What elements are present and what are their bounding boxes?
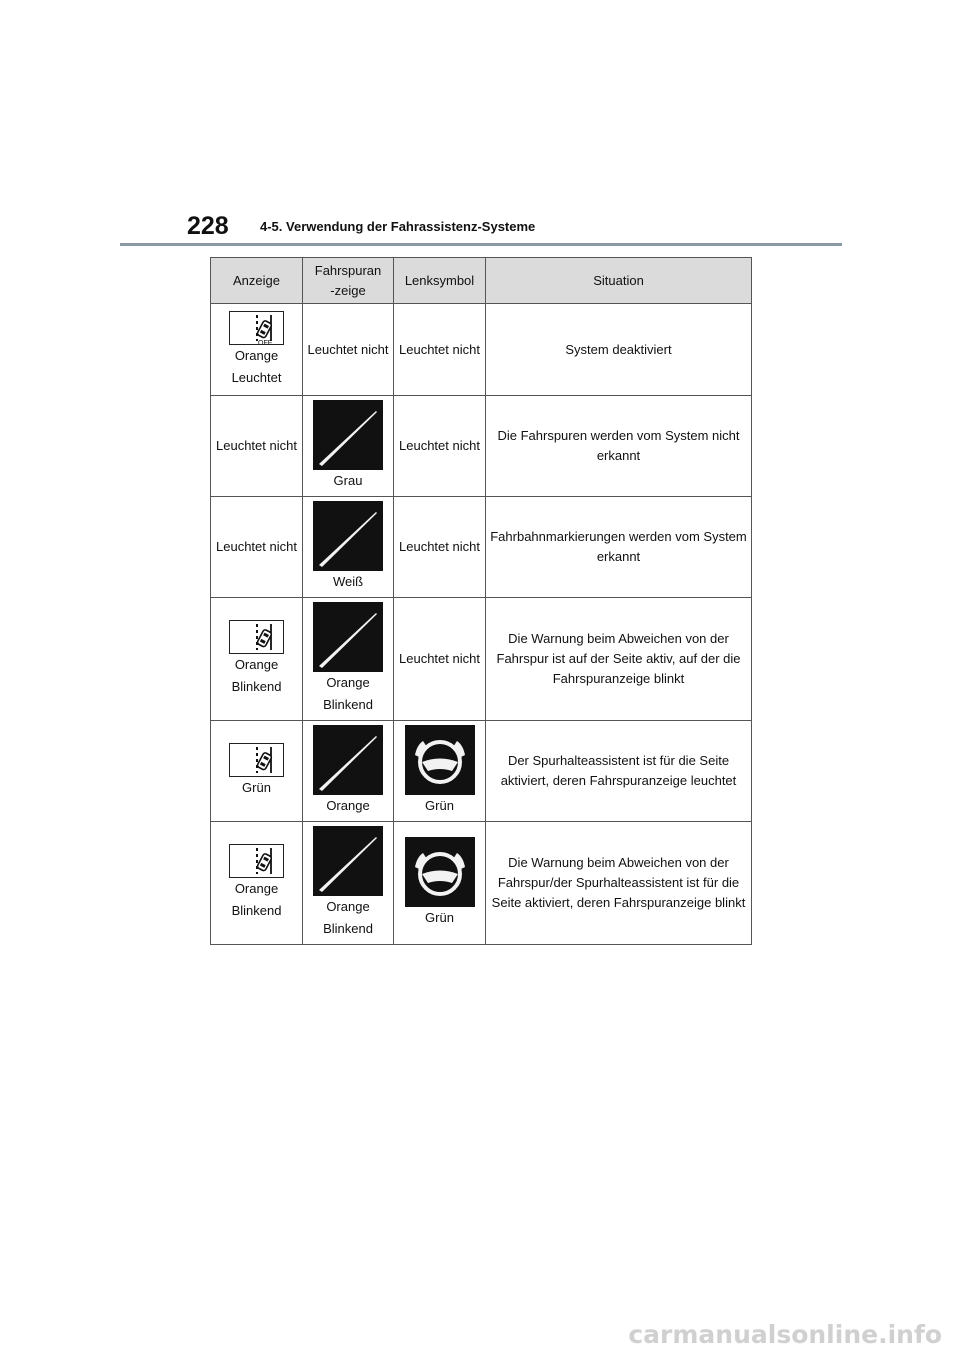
table-row <box>211 304 752 396</box>
cell-content <box>394 339 485 361</box>
cell-caption: Blinkend <box>231 903 282 918</box>
cell-content <box>394 435 485 457</box>
cell-caption: Leuchtet nicht <box>399 341 480 357</box>
lane-departure-icon <box>229 620 284 654</box>
table-cell-situation: Fahrbahnmarkierungen werden vom System erkannt <box>486 497 752 598</box>
table-cell-anzeige <box>211 822 303 945</box>
table-cell-fahrspur <box>303 822 394 945</box>
cell-caption: Leuchtet nicht <box>399 651 480 666</box>
cell-caption: Grau <box>333 473 363 488</box>
cell-content <box>211 743 302 799</box>
table-cell-situation: System deaktiviert <box>486 304 752 396</box>
cell-content <box>303 602 393 716</box>
cell-content <box>394 725 485 817</box>
table-cell-anzeige <box>211 497 303 598</box>
lane-departure-icon <box>229 844 284 878</box>
lane-line-icon <box>313 826 383 896</box>
table-cell-lenk <box>394 721 486 822</box>
table-cell-lenk <box>394 598 486 721</box>
table-cell-lenk <box>394 304 486 396</box>
cell-caption: Orange <box>234 657 279 672</box>
cell-content <box>211 620 302 698</box>
table-cell-fahrspur <box>303 396 394 497</box>
cell-caption: Weiß <box>332 574 364 589</box>
table-row <box>211 721 752 822</box>
cell-content <box>211 435 302 457</box>
cell-caption: Leuchtet <box>231 369 282 385</box>
cell-caption: Orange <box>234 347 279 363</box>
cell-caption: Orange <box>326 675 370 690</box>
cell-content <box>211 311 302 389</box>
cell-caption: Leuchtet nicht <box>399 539 480 554</box>
header-divider <box>120 243 842 246</box>
cell-caption: Leuchtet nicht <box>216 539 297 554</box>
table-header-row <box>211 258 752 304</box>
cell-caption: Leuchtet nicht <box>216 438 297 453</box>
table-cell-fahrspur <box>303 721 394 822</box>
cell-caption: Orange <box>326 798 370 813</box>
table-cell-lenk <box>394 497 486 598</box>
column-header-anzeige: Anzeige <box>211 258 303 304</box>
table-cell-fahrspur <box>303 497 394 598</box>
cell-caption: Orange <box>234 881 279 896</box>
column-header-fahrspuranzeige-label: Fahrspuran-zeige <box>314 262 382 298</box>
cell-caption: Blinkend <box>323 697 373 712</box>
indicator-table <box>210 257 752 945</box>
table-cell-anzeige <box>211 396 303 497</box>
table-row <box>211 497 752 598</box>
cell-caption: Orange <box>326 899 370 914</box>
cell-content <box>211 844 302 922</box>
steering-hands-icon <box>405 725 475 795</box>
page-header <box>0 0 960 260</box>
cell-content <box>303 725 393 817</box>
steering-hands-icon <box>405 837 475 907</box>
table-cell-situation: Die Warnung beim Abweichen von der Fahrspur/der Spurhalteassistent ist für die Seite aktiviert, deren Fahrspuranzeige blinkt <box>486 822 752 945</box>
cell-caption: Blinkend <box>323 921 373 936</box>
lane-departure-off-icon <box>229 311 284 345</box>
cell-content <box>303 501 393 593</box>
cell-caption: Grün <box>242 780 271 795</box>
table-cell-anzeige <box>211 721 303 822</box>
table-cell-lenk <box>394 822 486 945</box>
svg-text:OFF: OFF <box>258 339 272 344</box>
cell-caption: Grün <box>425 798 454 813</box>
cell-content <box>303 400 393 492</box>
watermark-text: carmanualsonline.info <box>628 1320 942 1349</box>
table-cell-anzeige <box>211 304 303 396</box>
table-cell-lenk <box>394 396 486 497</box>
table-row <box>211 598 752 721</box>
table-cell-anzeige <box>211 598 303 721</box>
table-row <box>211 822 752 945</box>
cell-content <box>394 648 485 670</box>
table-cell-situation: Der Spurhalteassistent ist für die Seite aktiviert, deren Fahrspuranzeige leuchtet <box>486 721 752 822</box>
cell-content <box>303 826 393 940</box>
cell-content <box>394 536 485 558</box>
table-cell-situation: Die Warnung beim Abweichen von der Fahrspur ist auf der Seite aktiv, auf der die Fahrspuranzeige blinkt <box>486 598 752 721</box>
cell-content <box>303 339 393 361</box>
section-title: 4-5. Verwendung der Fahrassistenz-Systeme <box>260 219 536 234</box>
cell-content <box>211 536 302 558</box>
cell-caption: Leuchtet nicht <box>307 341 389 357</box>
lane-line-icon <box>313 400 383 470</box>
cell-content <box>394 837 485 929</box>
cell-caption: Blinkend <box>231 679 282 694</box>
table-cell-situation: Die Fahrspuren werden vom System nicht erkannt <box>486 396 752 497</box>
lane-line-icon <box>313 725 383 795</box>
table-cell-fahrspur <box>303 598 394 721</box>
column-header-situation: Situation <box>486 258 752 304</box>
table-cell-fahrspur <box>303 304 394 396</box>
lane-line-icon <box>313 602 383 672</box>
cell-caption: Leuchtet nicht <box>399 438 480 453</box>
lane-line-icon <box>313 501 383 571</box>
table-row <box>211 396 752 497</box>
page-number: 228 <box>187 212 229 240</box>
column-header-lenksymbol: Lenksymbol <box>394 258 486 304</box>
column-header-fahrspuranzeige <box>303 258 394 304</box>
cell-caption: Grün <box>425 910 454 925</box>
lane-departure-icon <box>229 743 284 777</box>
